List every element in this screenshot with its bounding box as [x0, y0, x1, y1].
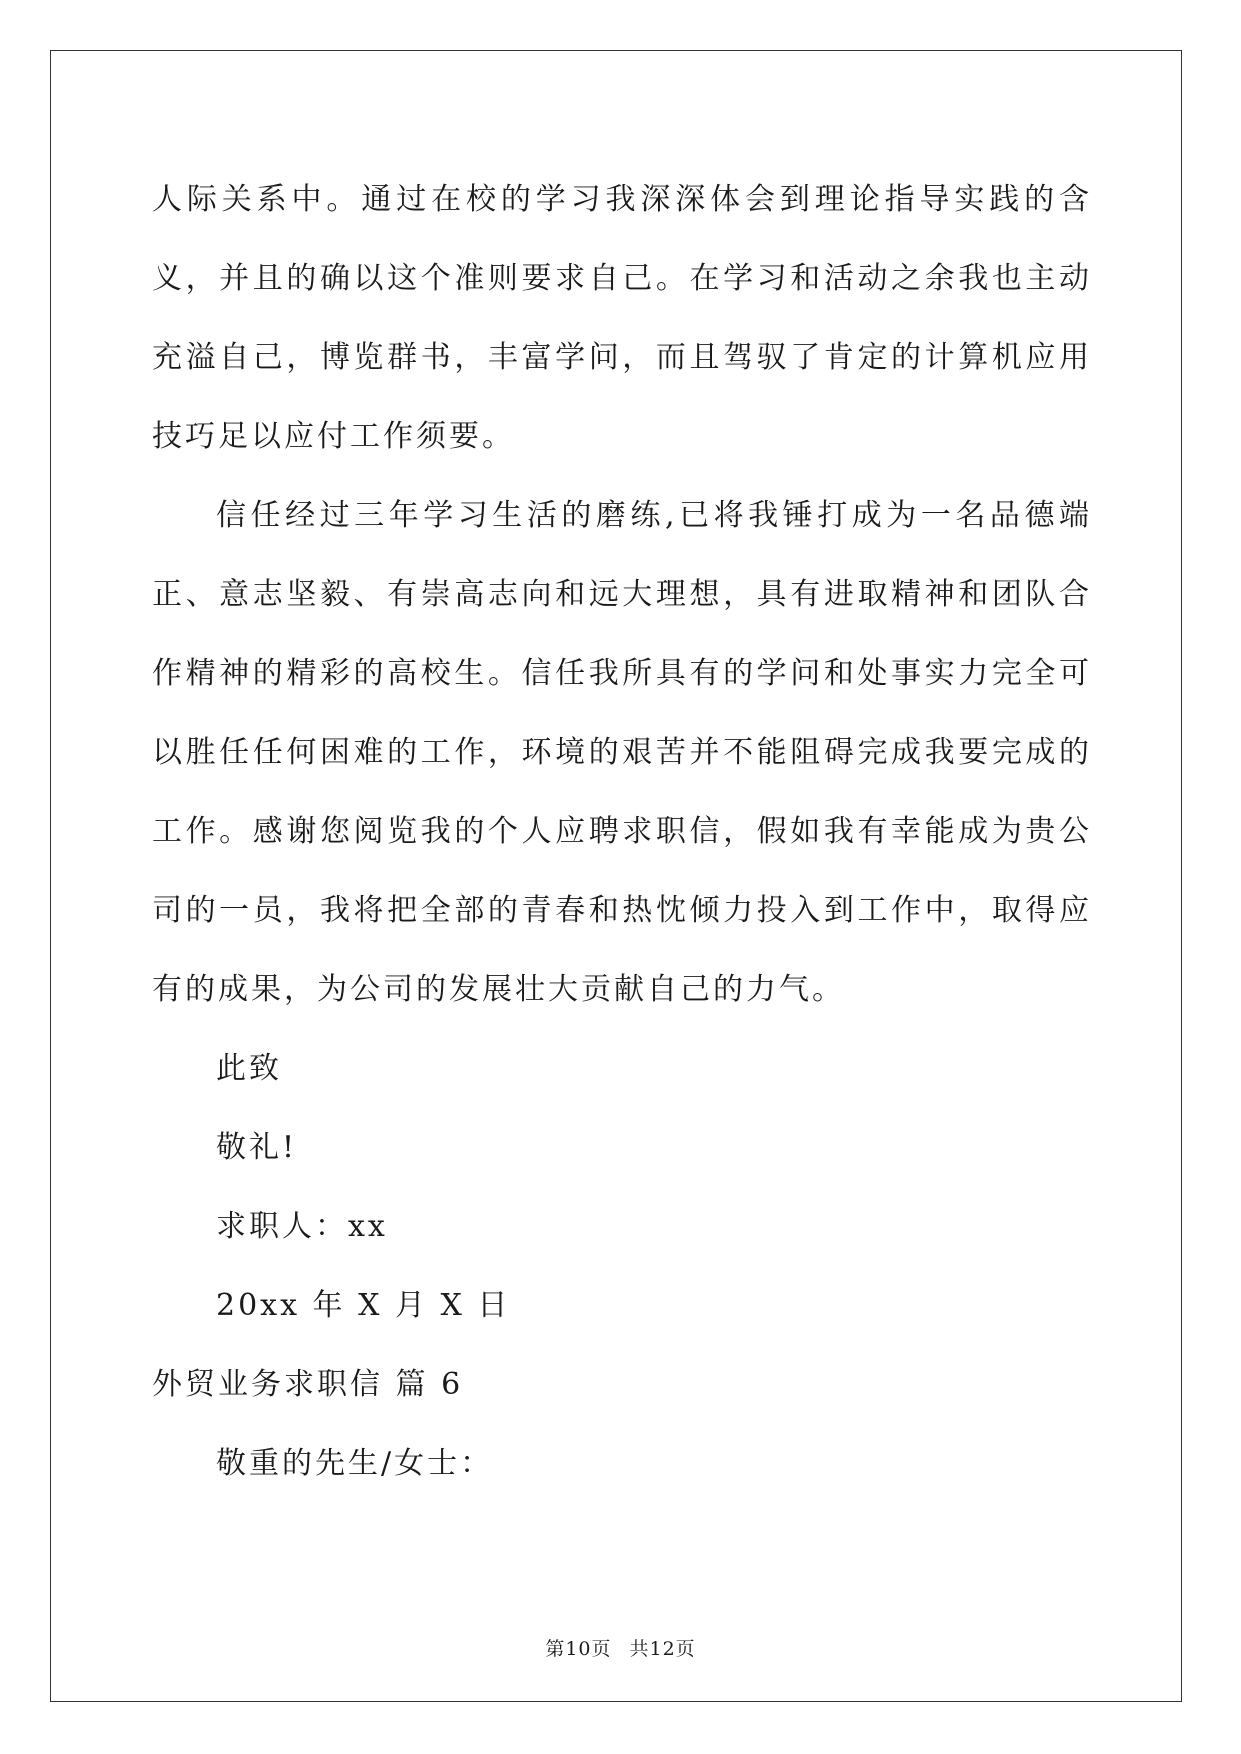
signature-line: 求职人：xx — [216, 1209, 388, 1244]
date-line: 20xx 年 X 月 X 日 — [216, 1288, 511, 1323]
section-heading: 外贸业务求职信 篇 6 — [152, 1367, 464, 1402]
greeting-line: 敬重的先生/女士： — [216, 1446, 494, 1481]
document-body — [152, 160, 1092, 1503]
current-page-number: 第10页 — [545, 1638, 612, 1660]
paragraph-main: 信任经过三年学习生活的磨练,已将我锤打成为一名品德端正、意志坚毅、有崇高志向和远大理想，具有进取精神和团队合作精神的精彩的高校生。信任我所具有的学问和处事实力完全可以胜任任何困难的工作，环境的艰苦并不能阻碍完成我要完成的工作。感谢您阅览我的个人应聘求职信，假如我有幸能成为贵公司的一员，我将把全部的青春和热忱倾力投入到工作中，取得应有的成果，为公司的发展壮大贡献自己的力气。 — [152, 498, 1092, 1007]
closing-regards: 敬礼! — [216, 1130, 298, 1165]
closing-salutation: 此致 — [216, 1051, 282, 1086]
total-page-count: 共12页 — [629, 1638, 696, 1660]
paragraph-continuation: 人际关系中。通过在校的学习我深深体会到理论指导实践的含义，并且的确以这个准则要求自己。在学习和活动之余我也主动充溢自己，博览群书，丰富学问，而且驾驭了肯定的计算机应用技巧足以应付工作须要。 — [152, 182, 1092, 454]
page-footer — [0, 1634, 1241, 1661]
